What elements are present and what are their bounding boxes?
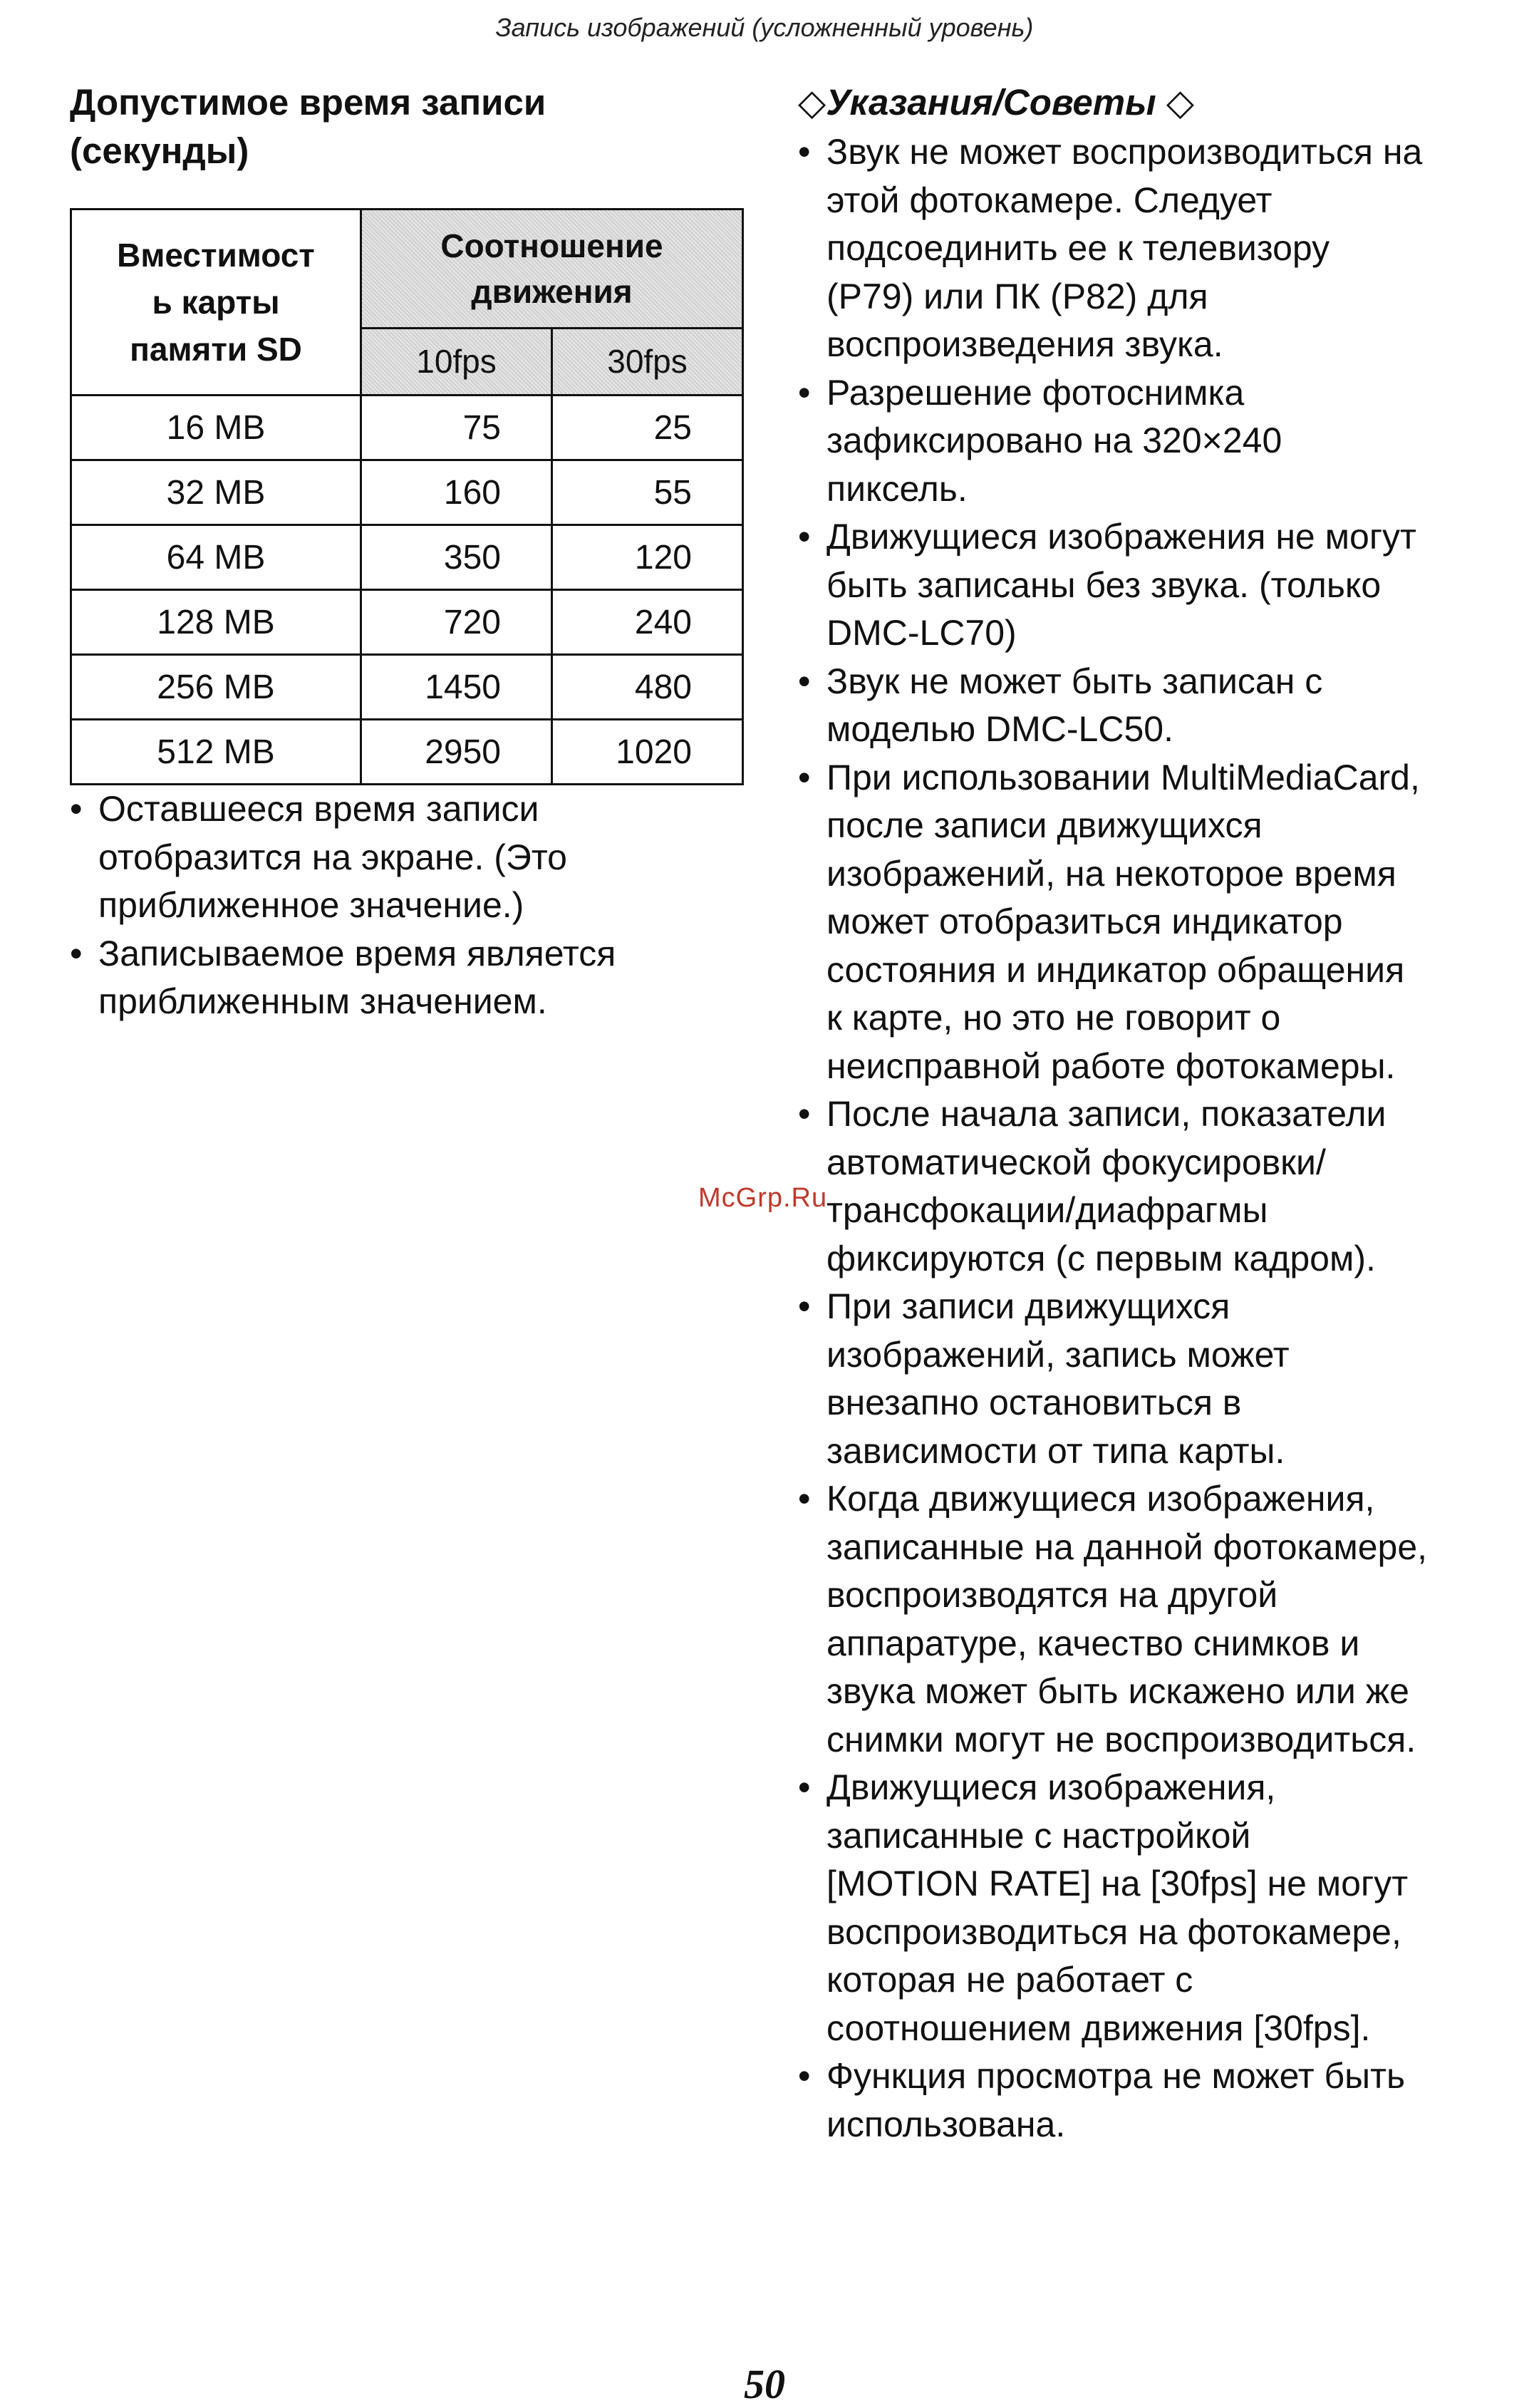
bullet: • [798, 1767, 811, 1807]
bullet: • [798, 661, 811, 701]
tip-line: трансфокации/диафрагмы [826, 1190, 1268, 1230]
tip-line: которая не работает с [826, 1960, 1193, 2000]
running-header: Запись изображений (усложненный уровень) [495, 13, 1034, 42]
tip-line: зависимости от типа карты. [826, 1430, 1285, 1471]
tip-line: снимки могут не воспроизводиться. [826, 1719, 1416, 1760]
capacity-cell: 16 MB [71, 396, 361, 460]
note-line: отобразится на экране. (Это [98, 837, 567, 877]
tip-line: использована. [826, 2104, 1066, 2144]
tip-line: записанные с настройкой [826, 1815, 1251, 1856]
table-notes [70, 785, 747, 1026]
tip-line: Звук не может воспроизводиться на [826, 132, 1423, 172]
bullet: • [70, 933, 83, 973]
tip-item [798, 754, 1496, 1091]
header-line: Соотношение [440, 227, 663, 264]
left-column [70, 78, 747, 1026]
fps10-cell: 720 [361, 590, 552, 655]
table-row [71, 590, 743, 655]
tip-line: Звук не может быть записан с [826, 661, 1323, 701]
tip-line: звука может быть искажено или же [826, 1671, 1409, 1711]
fps30-cell: 480 [552, 655, 743, 720]
tips-title [798, 78, 1496, 127]
note-line: Записываемое время является [98, 933, 616, 973]
diamond-icon: ◇ [798, 82, 826, 123]
tip-item [798, 2052, 1496, 2149]
tip-line: При записи движущихся [826, 1286, 1230, 1326]
motion-rate-header [361, 210, 743, 329]
fps30-cell: 120 [552, 525, 743, 590]
capacity-cell: 128 MB [71, 590, 361, 655]
note-line: Оставшееся время записи [98, 789, 539, 829]
title-line: Допустимое время записи [70, 82, 546, 123]
fps10-cell: 350 [361, 525, 552, 590]
fps30-cell: 240 [552, 590, 743, 655]
capacity-cell: 512 MB [71, 720, 361, 785]
header-line: движения [471, 272, 633, 310]
bullet: • [798, 1286, 811, 1326]
capacity-cell: 64 MB [71, 525, 361, 590]
tip-line: При использовании MultiMediaCard, [826, 757, 1420, 797]
tip-line: После начала записи, показатели [826, 1094, 1387, 1134]
header-line: ь карты [152, 284, 280, 321]
table-row [71, 655, 743, 720]
tip-item [798, 1764, 1496, 2052]
watermark-link[interactable]: McGrp.Ru [698, 1183, 828, 1213]
header-line: Вместимост [117, 237, 315, 274]
capacity-cell: 256 MB [71, 655, 361, 720]
tip-line: [MOTION RATE] на [30fps] не могут [826, 1864, 1409, 1903]
note-line: приближенным значением. [98, 981, 547, 1021]
bullet: • [798, 517, 811, 557]
fps10-cell: 160 [361, 460, 552, 525]
tip-line: DMC-LC70) [826, 613, 1017, 653]
tip-line: к карте, но это не говорит о [826, 998, 1281, 1038]
tip-item [798, 128, 1496, 369]
tip-line: внезапно остановиться в [826, 1383, 1242, 1422]
fps30-cell: 55 [552, 460, 743, 525]
tips-list [798, 128, 1496, 2149]
bullet: • [798, 1479, 811, 1519]
title-line: (секунды) [70, 130, 249, 171]
note-item [70, 930, 747, 1026]
tip-line: (P79) или ПК (P82) для [826, 276, 1208, 316]
tip-line: автоматической фокусировки/ [826, 1142, 1326, 1182]
tip-line: состояния и индикатор обращения [826, 949, 1405, 990]
fps10-header: 10fps [361, 328, 552, 395]
tip-item [798, 1283, 1496, 1475]
recording-time-title [70, 78, 747, 175]
tip-line: записанные на данной фотокамере, [826, 1526, 1428, 1567]
tips-title-text: Указания/Советы [826, 82, 1156, 123]
tip-line: изображений, запись может [826, 1334, 1290, 1375]
tip-item [798, 1475, 1496, 1764]
tip-item [798, 1090, 1496, 1283]
capacity-cell: 32 MB [71, 460, 361, 525]
tip-line: этой фотокамере. Следует [826, 180, 1273, 220]
note-line: приближенное значение.) [98, 885, 524, 925]
tip-line: Когда движущиеся изображения, [826, 1479, 1375, 1519]
bullet: • [798, 372, 811, 413]
tip-line: аппаратуре, качество снимков и [826, 1623, 1360, 1663]
diamond-icon: ◇ [1156, 82, 1195, 123]
table-header-row [71, 210, 743, 329]
tip-line: воспроизводиться на фотокамере, [826, 1911, 1401, 1952]
fps10-cell: 2950 [361, 720, 552, 785]
table-row [71, 720, 743, 785]
bullet: • [798, 757, 811, 797]
fps10-cell: 75 [361, 396, 552, 460]
tip-line: воспроизводятся на другой [826, 1575, 1278, 1615]
tip-line: после записи движущихся [826, 805, 1263, 845]
fps30-header: 30fps [552, 328, 743, 395]
tip-line: моделью DMC-LC50. [826, 709, 1173, 749]
tip-line: Движущиеся изображения не могут [826, 517, 1416, 557]
tip-line: быть записаны без звука. (только [826, 564, 1382, 605]
capacity-header [71, 210, 361, 396]
bullet: • [798, 1094, 811, 1134]
table-row [71, 525, 743, 590]
table-row [71, 396, 743, 460]
tip-item [798, 513, 1496, 658]
tip-line: воспроизведения звука. [826, 324, 1223, 364]
bullet: • [798, 2056, 811, 2096]
page-number: 50 [744, 2361, 785, 2407]
right-column [798, 78, 1496, 2149]
note-item [70, 785, 747, 930]
table-row [71, 460, 743, 525]
tip-item [798, 658, 1496, 754]
tip-line: может отобразиться индикатор [826, 901, 1343, 941]
bullet: • [798, 132, 811, 172]
tip-line: пиксель. [826, 468, 968, 509]
tip-item [798, 369, 1496, 514]
bullet: • [70, 789, 83, 829]
header-line: памяти SD [130, 331, 302, 368]
fps30-cell: 1020 [552, 720, 743, 785]
tip-line: соотношением движения [30fps]. [826, 2007, 1371, 2048]
tip-line: изображений, на некоторое время [826, 853, 1396, 894]
tip-line: неисправной работе фотокамеры. [826, 1045, 1396, 1086]
tip-line: подсоединить ее к телевизору [826, 228, 1330, 268]
tip-line: Движущиеся изображения, [826, 1767, 1276, 1807]
fps10-cell: 1450 [361, 655, 552, 720]
recording-time-table [70, 208, 744, 785]
fps30-cell: 25 [552, 396, 743, 460]
tip-line: Функция просмотра не может быть [826, 2056, 1406, 2096]
tip-line: фиксируются (с первым кадром). [826, 1238, 1376, 1278]
tip-line: зафиксировано на 320×240 [826, 420, 1282, 460]
tip-line: Разрешение фотоснимка [826, 372, 1245, 413]
